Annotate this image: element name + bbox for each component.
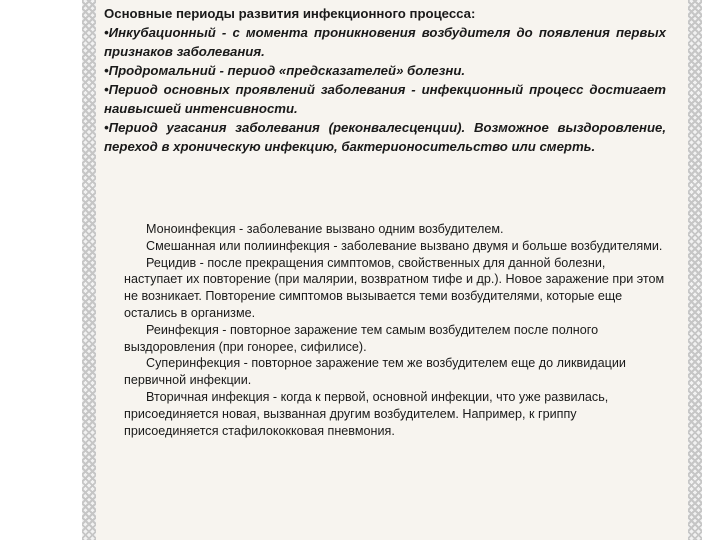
period-main-manifestations: •Период основных проявлений заболевания - инфекционный процесс достигает наивысшей интенсивности.: [104, 82, 666, 116]
definition-reinfection: Реинфекция - повторное заражение тем самым возбудителем после полного выздоровления (при гонорее, сифилисе).: [124, 322, 599, 354]
period-prodromal: •Продромальний - период «предсказателей» болезни.: [104, 63, 466, 78]
definition-secondary-infection: Вторичная инфекция - когда к первой, основной инфекции, что уже развилась, присоединяется новая, вызванная другим возбудителем. Например, к гриппу присоединяется стафилококковая пневмония.: [124, 389, 609, 438]
definition-monoinfection: Моноинфекция - заболевание вызвано одним возбудителем.: [146, 222, 504, 236]
definitions-block: [124, 221, 666, 439]
definition-superinfection: Суперинфекция - повторное заражение тем же возбудителем еще до ликвидации первичной инфекции.: [124, 356, 626, 388]
periods-block: [104, 4, 666, 156]
definition-mixed-infection: Смешанная или полиинфекция - заболевание вызвано двумя и больше возбудителями.: [146, 238, 663, 253]
period-recovery: •Период угасания заболевания (реконвалесценции). Возможное выздоровление, переход в хроническую инфекцию, бактерионосительство или смерть.: [104, 120, 666, 154]
definition-relapse: Рецидив - после прекращения симптомов, свойственных для данной болезни, наступает их повторение (при малярии, возвратном тифе и др.). Новое заражение при этом не возникает. Повторение симптомов вызывается теми возбудителями, которые еще остались в организме.: [124, 255, 665, 320]
period-incubation: •Инкубационный - с момента проникновения возбудителя до появления первых признаков заболевания.: [104, 25, 666, 59]
periods-title: Основные периоды развития инфекционного процесса:: [104, 6, 476, 21]
